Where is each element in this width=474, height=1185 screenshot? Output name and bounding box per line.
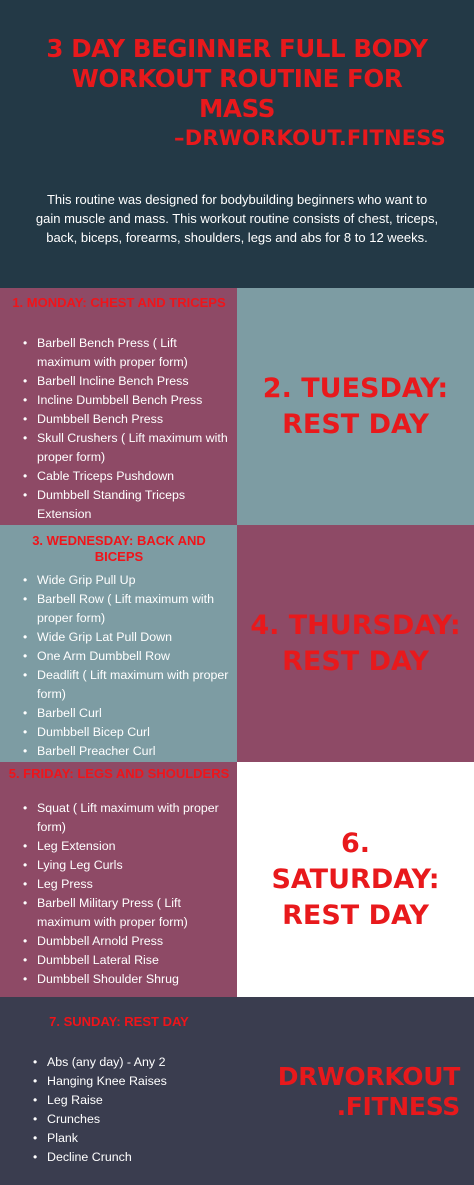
list-item: • One Arm Dumbbell Row [37,647,232,666]
list-item: • Barbell Bench Press ( Lift maximum with proper form) [37,334,232,372]
friday-exercise-list [0,799,232,989]
header-section [0,0,474,288]
friday-title: 5. FRIDAY: LEGS AND SHOULDERS [8,766,230,781]
list-item: • Leg Raise [47,1091,242,1110]
footer-brand-logo [278,1062,460,1122]
list-item: • Dumbbell Arnold Press [37,932,232,951]
list-item: • Leg Extension [37,837,232,856]
list-item: • Skull Crushers ( Lift maximum with proper form) [37,429,232,467]
list-item: • Dumbbell Bicep Curl [37,723,232,742]
tuesday-rest-label [237,288,474,525]
list-item: • Dumbbell Shoulder Shrug [37,970,232,989]
thursday-line-2: REST DAY [282,645,429,677]
tuesday-line-2: REST DAY [282,408,429,440]
list-item: • Wide Grip Pull Up [37,571,232,590]
list-item: • Barbell Military Press ( Lift maximum with proper form) [37,894,232,932]
list-item: • Dumbbell Lateral Rise [37,951,232,970]
sunday-title: 7. SUNDAY: REST DAY [49,1014,189,1029]
monday-exercise-list [0,334,232,524]
list-item: • Leg Press [37,875,232,894]
list-item: • Plank [47,1129,242,1148]
list-item: • Barbell Curl [37,704,232,723]
list-item: • Dumbbell Bench Press [37,410,232,429]
saturday-rest-label [237,762,474,997]
wednesday-title: 3. WEDNESDAY: BACK AND BICEPS [32,533,206,564]
monday-title: 1. MONDAY: CHEST AND TRICEPS [12,295,226,310]
header-brand: –DRWORKOUT.FITNESS [174,126,446,150]
list-item: • Incline Dumbbell Bench Press [37,391,232,410]
sunday-exercise-list [10,1053,242,1167]
tuesday-line-1: 2. TUESDAY: [262,372,449,404]
wednesday-block [0,525,237,762]
list-item: • Barbell Incline Bench Press [37,372,232,391]
page-title [10,34,464,152]
list-item: • Decline Crunch [47,1148,242,1167]
monday-block [0,288,237,525]
title-line-1: 3 DAY BEGINNER FULL BODY [46,34,428,63]
footer-brand-line-2: .FITNESS [336,1092,460,1121]
list-item: • Crunches [47,1110,242,1129]
footer-brand-line-1: DRWORKOUT [277,1062,460,1091]
saturday-line-1: 6. [340,827,371,859]
list-item: • Dumbbell Standing Triceps Extension [37,486,232,524]
list-item: • Deadlift ( Lift maximum with proper form) [37,666,232,704]
friday-block [0,762,237,997]
thursday-rest-label [237,525,474,762]
title-line-3: MASS [199,94,275,123]
list-item: • Hanging Knee Raises [47,1072,242,1091]
list-item: • Abs (any day) - Any 2 [47,1053,242,1072]
thursday-line-1: 4. THURSDAY: [250,609,461,641]
list-item: • Cable Triceps Pushdown [37,467,232,486]
list-item: • Barbell Preacher Curl [37,742,232,761]
title-line-2: WORKOUT ROUTINE FOR [71,64,403,93]
intro-text: This routine was designed for bodybuilding beginners who want to gain muscle and mass. This workout routine consists of chest, triceps, back, biceps, forearms, shoulders, legs and abs for 8 to 12 weeks. [35,192,439,245]
saturday-line-3: REST DAY [282,899,429,931]
wednesday-exercise-list [0,571,232,761]
list-item: • Barbell Row ( Lift maximum with proper form) [37,590,232,628]
list-item: • Wide Grip Lat Pull Down [37,628,232,647]
saturday-line-2: SATURDAY: [271,863,440,895]
list-item: • Lying Leg Curls [37,856,232,875]
list-item: • Squat ( Lift maximum with proper form) [37,799,232,837]
